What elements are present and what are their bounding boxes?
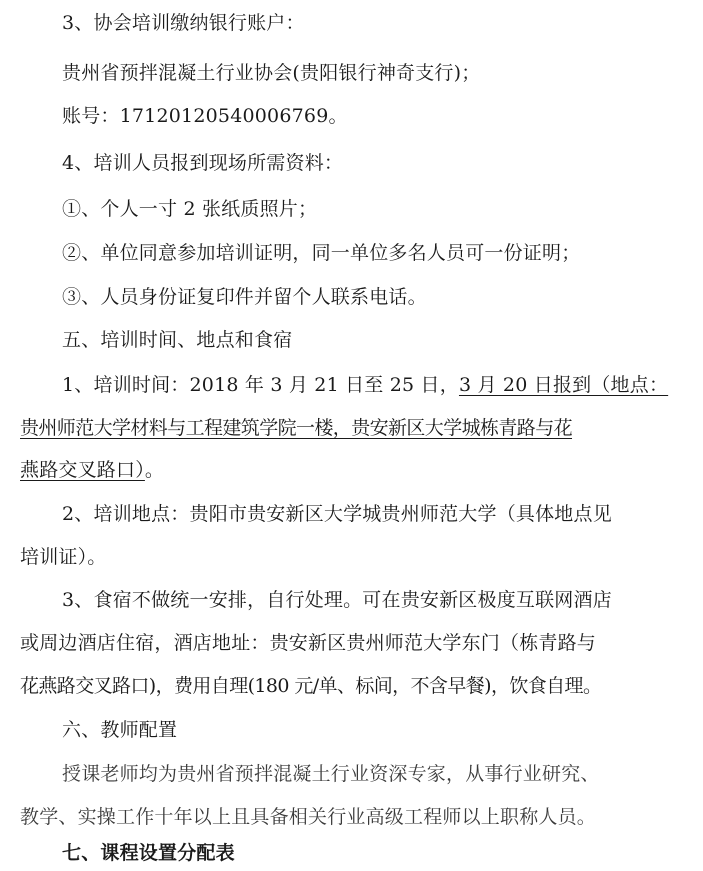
heading-seven: 七、课程设置分配表 — [62, 842, 235, 864]
materials-item-3: ③、人员身份证复印件并留个人联系电话。 — [62, 286, 427, 308]
heading-six: 六、教师配置 — [62, 719, 178, 741]
training-place-detail: 贵州师范大学材料与工程建筑学院一楼，贵安新区大学城栋青路与花 — [20, 417, 573, 439]
teacher-line1: 授课老师均为贵州省预拌混凝土行业资深专家，从事行业研究、 — [62, 763, 600, 785]
teacher-line2: 教学、实操工作十年以上且具备相关行业高级工程师以上职称人员。 — [20, 806, 597, 828]
heading-five: 五、培训时间、地点和食宿 — [62, 329, 293, 351]
training-time-intro: 1、培训时间：2018 年 3 月 21 日至 25 日， — [62, 374, 459, 396]
lodging-line1: 3、食宿不做统一安排，自行处理。可在贵安新区极度互联网酒店 — [62, 589, 612, 611]
training-report-date: 3 月 20 日报到（地点： — [458, 374, 669, 396]
materials-item-1: ①、个人一寸 2 张纸质照片； — [62, 198, 318, 220]
account-number: 账号：17120120540006769。 — [62, 105, 348, 127]
lodging-line2: 或周边酒店住宿，酒店地址：贵安新区贵州师范大学东门（栋青路与 — [20, 632, 597, 654]
lodging-line3: 花燕路交叉路口)，费用自理(180 元/单、标间，不含早餐)，饮食自理。 — [20, 675, 602, 697]
materials-item-2: ②、单位同意参加培训证明，同一单位多名人员可一份证明； — [62, 242, 581, 264]
training-place-end: 燕路交叉路口） — [20, 459, 145, 481]
training-time-line1 — [0, 370, 703, 400]
section3-account-title: 3、协会培训缴纳银行账户： — [62, 12, 305, 34]
training-location-line2: 培训证）。 — [20, 546, 107, 568]
training-time-line2 — [0, 413, 661, 443]
section4-title: 4、培训人员报到现场所需资料： — [62, 152, 344, 174]
training-time-line3 — [0, 455, 661, 485]
account-name: 贵州省预拌混凝土行业协会(贵阳银行神奇支行)； — [62, 62, 481, 84]
training-place-period: 。 — [144, 459, 165, 481]
training-location-line1: 2、培训地点：贵阳市贵安新区大学城贵州师范大学（具体地点见 — [62, 503, 612, 525]
